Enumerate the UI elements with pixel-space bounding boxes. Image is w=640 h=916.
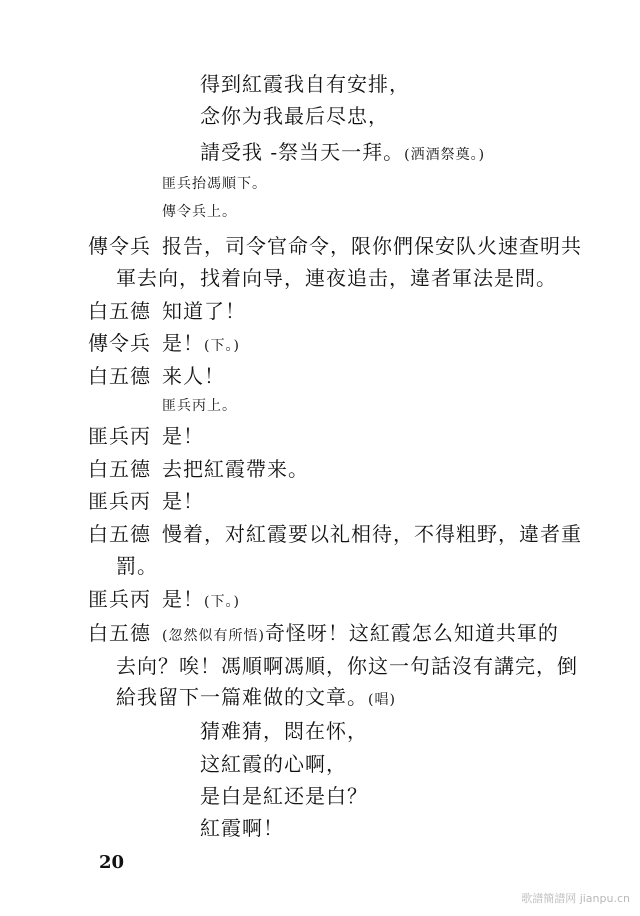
verse-1-stage-note: (洒酒祭奠。) [404,147,486,163]
stage-direction-3: 匪兵丙上。 [162,398,237,414]
dialogue-speaker-3: 傳令兵 [88,331,151,355]
dialogue-speaker-2: 白五德 [88,299,151,323]
dialogue-line-9-text: 是！ [162,587,204,611]
dialogue-speaker-4: 白五德 [88,364,151,388]
dialogue-speaker-9: 匪兵丙 [88,587,151,611]
watermark: 歌譜簡譜网 jianpu.cn [521,892,630,905]
dialogue-line-8a: 慢着，对紅霞要以礼相待，不得粗野，違者重 [162,522,582,546]
dialogue-line-10b: 去向？唉！馮順啊馮順，你这一句話沒有講完，倒 [116,654,578,678]
dialogue-line-3-note: (下。) [204,338,240,354]
dialogue-speaker-5: 匪兵丙 [88,424,151,448]
dialogue-line-10c-text: 給我留下一篇难做的文章。 [116,685,368,709]
dialogue-speaker-7: 匪兵丙 [88,489,151,513]
dialogue-line-10-sing-note: (唱) [368,692,396,708]
dialogue-line-1b: 軍去向，找着向导，連夜追击，違者軍法是問。 [116,266,557,290]
verse-2-line-3: 是白是紅还是白？ [200,784,368,808]
verse-2-line-4: 紅霞啊！ [200,816,284,840]
dialogue-line-3-text: 是！ [162,331,204,355]
dialogue-line-3 [162,330,240,356]
dialogue-line-1a: 报告，司令官命令，限你們保安队火速查明共 [162,234,582,258]
page-number: 20 [99,852,125,873]
verse-2-line-1: 猜难猜，悶在怀， [200,719,368,743]
dialogue-line-5: 是！ [162,424,204,448]
verse-1-line-3-text: 請受我 -祭当天一拜。 [200,140,405,164]
dialogue-line-10a [162,620,559,646]
stage-direction-1: 匪兵抬馮順下。 [162,176,267,192]
dialogue-speaker-8: 白五德 [88,522,151,546]
dialogue-line-10-text: 奇怪呀！这紅霞怎么知道共軍的 [264,621,559,645]
dialogue-line-7: 是！ [162,489,204,513]
dialogue-speaker-1: 傳令兵 [88,234,151,258]
dialogue-line-8b: 罰。 [116,554,158,578]
stage-direction-2: 傳令兵上。 [162,204,237,220]
dialogue-line-10-note: (忽然似有所悟) [162,628,265,644]
dialogue-line-2: 知道了！ [162,299,246,323]
dialogue-line-9-note: (下。) [204,594,240,610]
dialogue-speaker-6: 白五德 [88,457,151,481]
verse-1-line-1: 得到紅霞我自有安排， [200,72,410,96]
verse-2-line-2: 这紅霞的心啊， [200,752,347,776]
dialogue-line-10c [116,684,396,710]
dialogue-line-4: 来人！ [162,364,225,388]
dialogue-line-9 [162,586,240,612]
dialogue-line-6: 去把紅霞帶来。 [162,457,309,481]
dialogue-speaker-10: 白五德 [88,621,151,645]
verse-1-line-2: 念你为我最后尽忠， [200,104,389,128]
verse-1-line-3 [200,139,485,165]
